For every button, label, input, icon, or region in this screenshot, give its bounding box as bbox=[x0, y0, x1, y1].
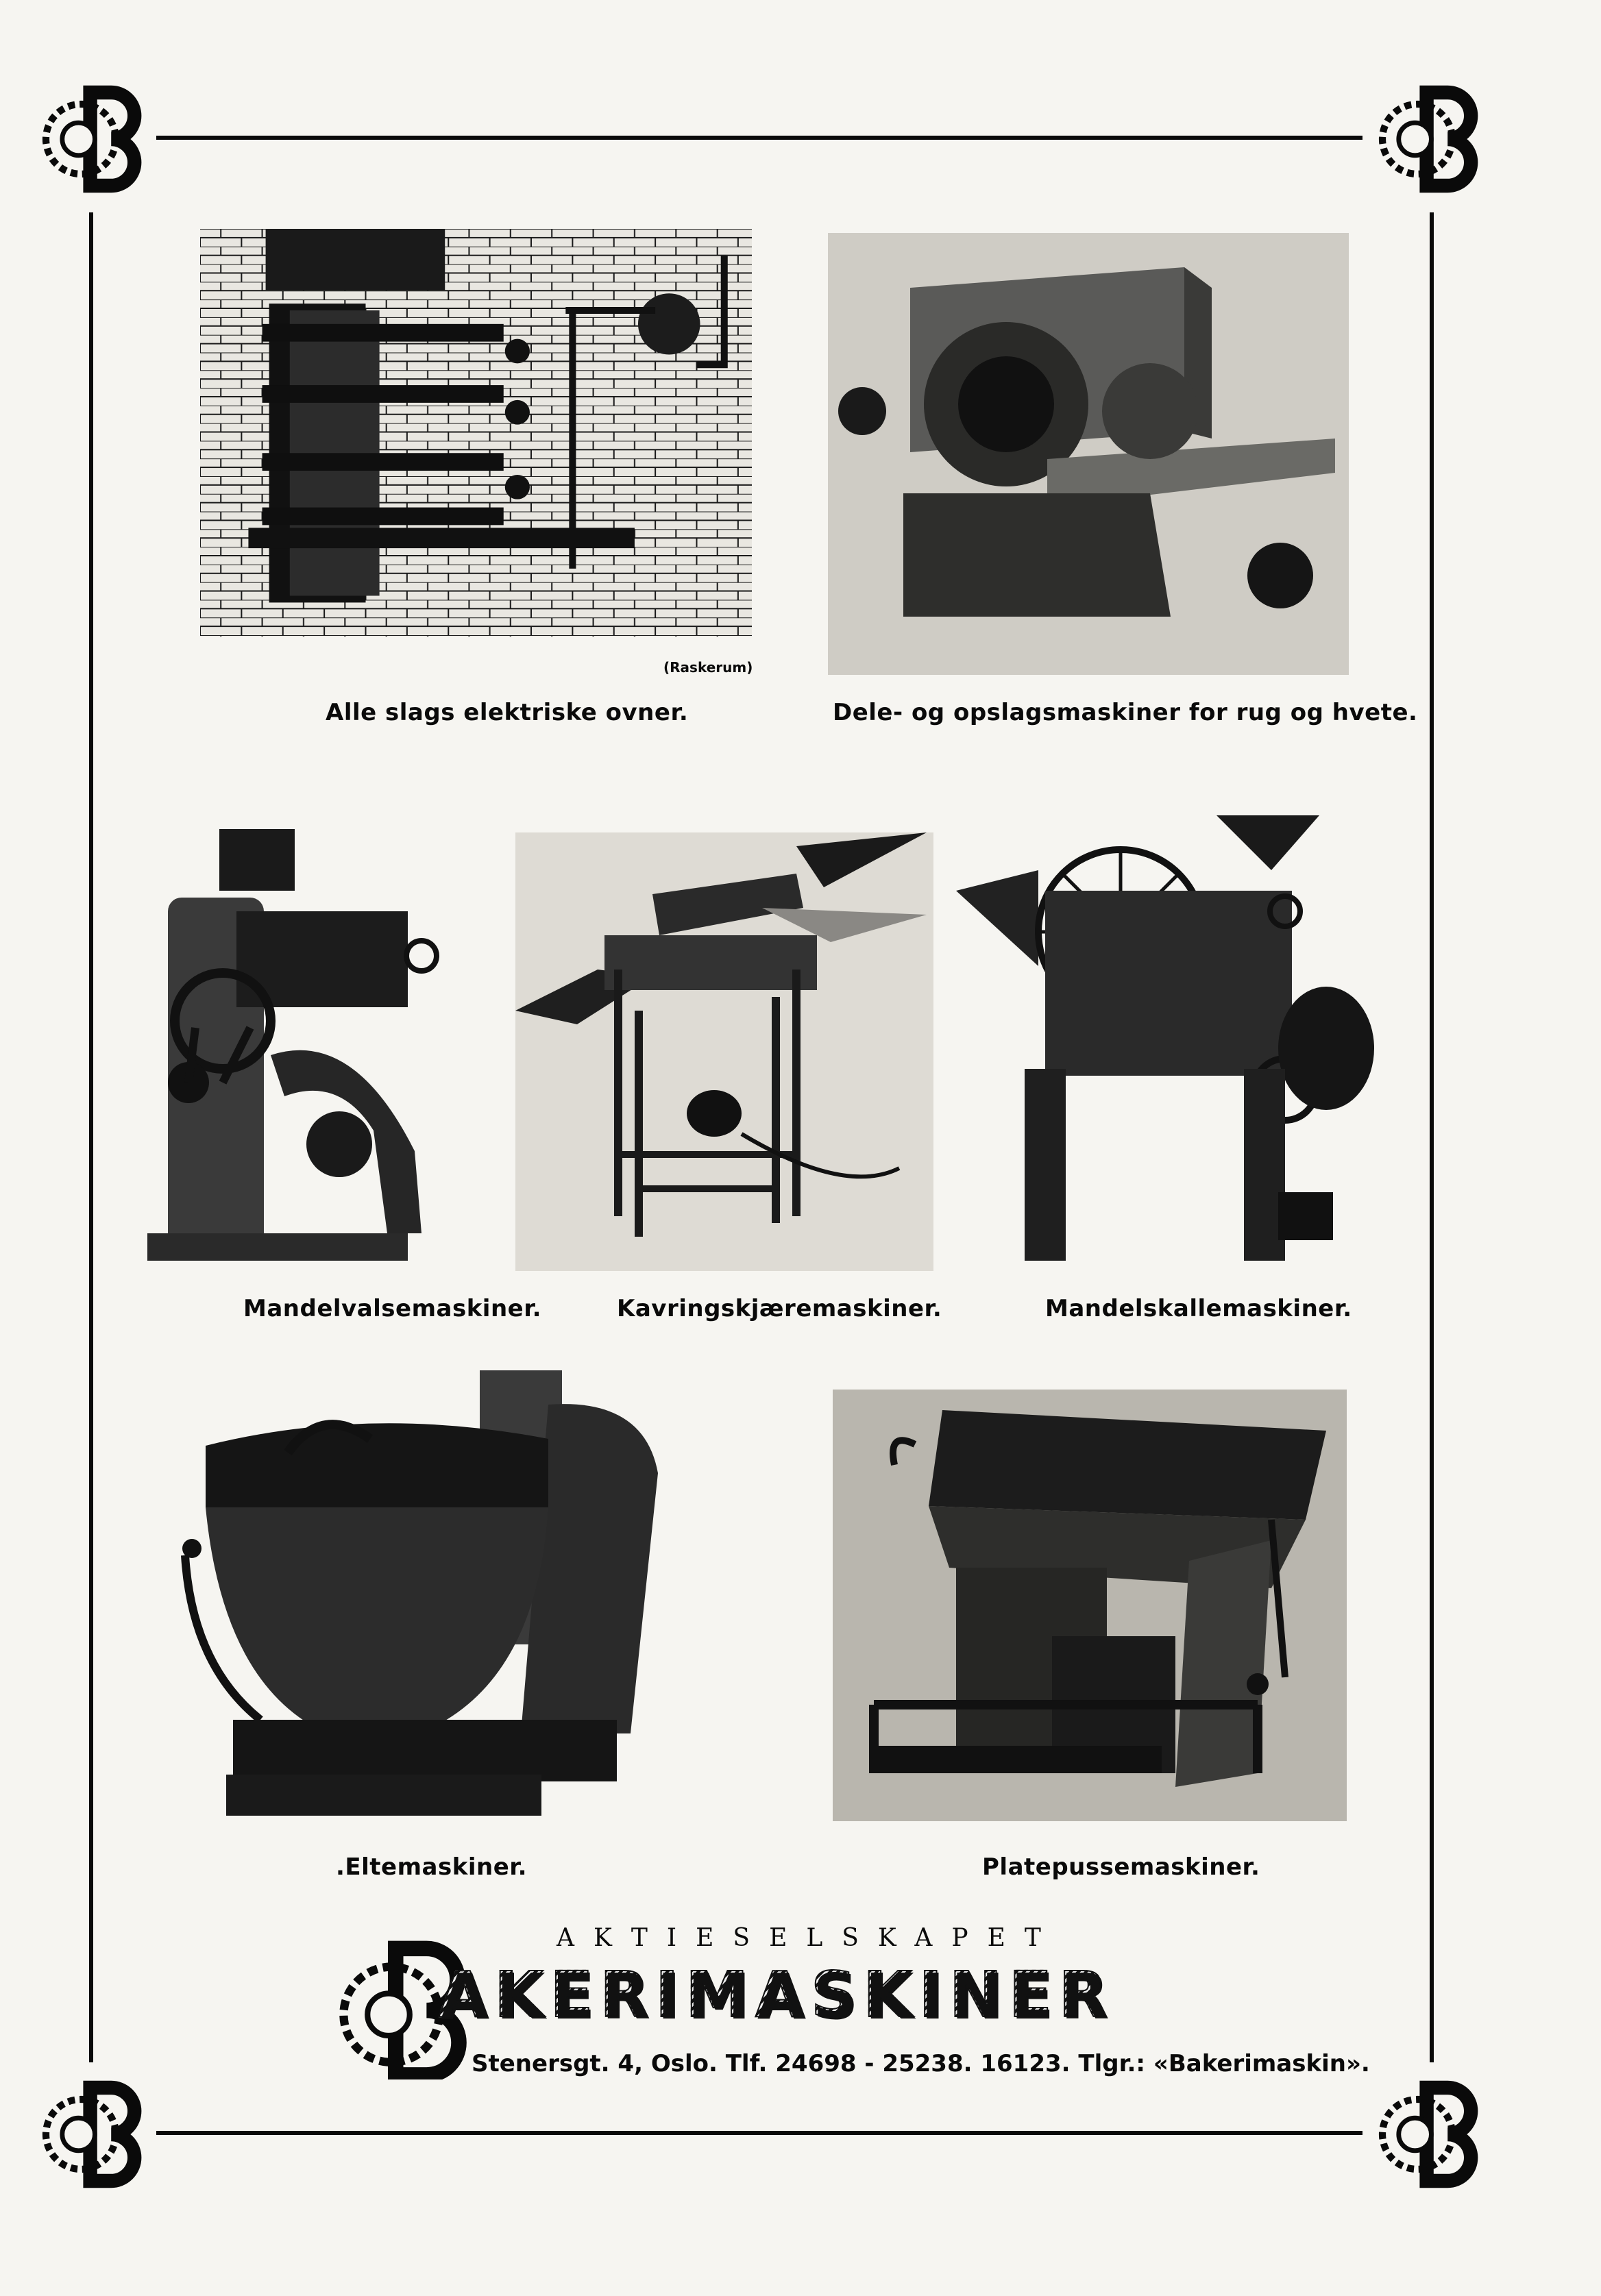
company-kicker: AKTIESELSKAPET bbox=[557, 1924, 1060, 1952]
bottom-rule bbox=[156, 2131, 1362, 2135]
photo-kneading-machine bbox=[164, 1363, 699, 1829]
caption-almond-peeling-machine: Mandelskallemaskiner. bbox=[1045, 1295, 1352, 1322]
top-rule bbox=[156, 136, 1362, 140]
photo-electric-ovens bbox=[200, 229, 752, 637]
caption-almond-rolling-machine: Mandelvalsemaskiner. bbox=[243, 1295, 542, 1322]
bakery-b-gear-logo-icon bbox=[34, 2076, 151, 2193]
left-rule bbox=[89, 212, 93, 2062]
bakery-b-gear-logo-icon bbox=[1371, 2076, 1487, 2193]
photo-credit: (Raskerum) bbox=[663, 659, 753, 676]
company-address: Stenersgt. 4, Oslo. Tlf. 24698 - 25238. 16123. Tlgr.: «Bakerimaskin». bbox=[472, 2050, 1370, 2077]
caption-electric-ovens: Alle slags elektriske ovner. bbox=[326, 699, 689, 726]
photo-rusk-cutting-machine bbox=[515, 832, 933, 1271]
caption-kneading-machine: .Eltemaskiner. bbox=[336, 1853, 528, 1881]
company-name: AKERIMASKINER bbox=[439, 1958, 1114, 2032]
photo-dividing-machine bbox=[828, 233, 1349, 675]
caption-dividing-machine: Dele- og opslagsmaskiner for rug og hvete. bbox=[833, 699, 1418, 726]
photo-almond-peeling-machine bbox=[956, 815, 1381, 1268]
bakery-b-gear-logo-icon bbox=[34, 81, 151, 197]
photo-almond-rolling-machine bbox=[147, 822, 490, 1274]
caption-plate-cleaning-machine: Platepussemaskiner. bbox=[982, 1853, 1260, 1881]
caption-rusk-cutting-machine: Kavringskjæremaskiner. bbox=[617, 1295, 942, 1322]
right-rule bbox=[1430, 212, 1434, 2062]
bakery-b-gear-logo-icon bbox=[1371, 81, 1487, 197]
photo-plate-cleaning-machine bbox=[833, 1390, 1347, 1821]
